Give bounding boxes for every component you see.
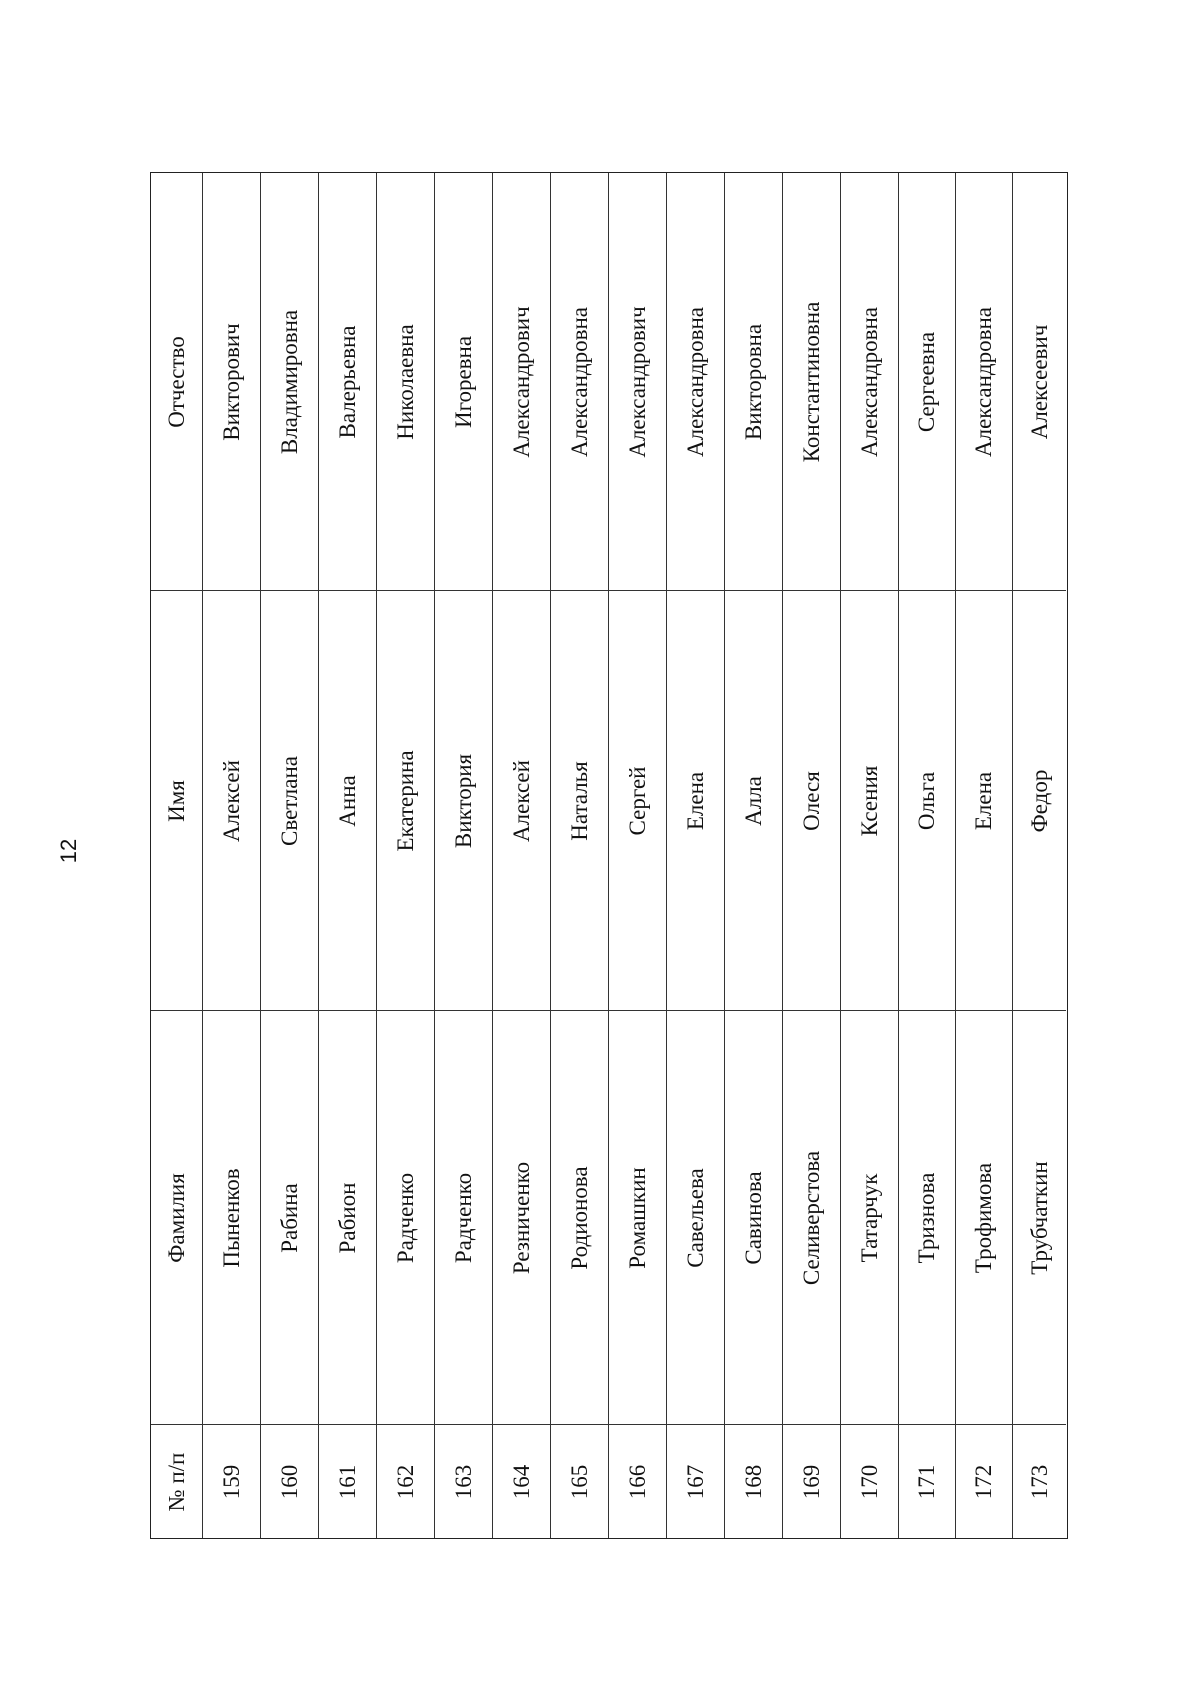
last-name: Ромашкин <box>624 1166 650 1269</box>
number-cell <box>551 1424 608 1538</box>
last-name: Резниченко <box>508 1161 534 1274</box>
row-number: 160 <box>276 1464 302 1499</box>
table-row <box>667 173 725 1538</box>
number-cell <box>377 1424 434 1538</box>
patronymic: Викторовна <box>740 323 766 440</box>
last-name: Радченко <box>392 1172 418 1263</box>
patronymic: Валерьевна <box>334 324 360 439</box>
patronymic-cell <box>203 173 260 590</box>
last-name: Пыненков <box>218 1167 244 1268</box>
first-name-cell <box>783 590 840 1010</box>
last-name-cell <box>667 1010 724 1424</box>
first-name: Федор <box>1026 769 1052 832</box>
table-row <box>956 173 1013 1538</box>
table-row <box>435 173 493 1538</box>
row-number: 163 <box>450 1464 476 1499</box>
row-number: 161 <box>334 1464 360 1499</box>
table-row <box>841 173 899 1538</box>
row-number: 171 <box>914 1464 939 1499</box>
first-name: Олеся <box>798 770 824 831</box>
first-name-cell <box>319 590 376 1010</box>
number-cell <box>783 1424 840 1538</box>
table-row <box>319 173 377 1538</box>
patronymic: Владимировна <box>276 309 302 454</box>
first-name: Наталья <box>566 760 592 841</box>
row-number: 169 <box>798 1464 824 1499</box>
patronymic-cell <box>783 173 840 590</box>
last-name-cell <box>377 1010 434 1424</box>
row-number: 168 <box>740 1464 766 1499</box>
patronymic: Александрович <box>624 305 650 458</box>
last-name-cell <box>261 1010 318 1424</box>
first-name-cell <box>551 590 608 1010</box>
row-number: 167 <box>682 1464 708 1499</box>
first-name: Анна <box>334 774 360 827</box>
first-name: Светлана <box>276 755 302 846</box>
last-name: Тризнова <box>914 1172 939 1263</box>
table-header-row <box>151 173 203 1538</box>
table-row <box>377 173 435 1538</box>
table-row <box>261 173 319 1538</box>
patronymic-cell <box>493 173 550 590</box>
number-cell <box>493 1424 550 1538</box>
last-name-cell <box>435 1010 492 1424</box>
patronymic: Николаевна <box>392 323 418 440</box>
first-name-cell <box>956 590 1012 1010</box>
last-name: Рабион <box>334 1182 360 1253</box>
first-name: Ольга <box>914 771 939 830</box>
first-name: Елена <box>682 771 708 830</box>
first-name: Елена <box>971 771 996 830</box>
patronymic-cell <box>667 173 724 590</box>
last-name-cell <box>203 1010 260 1424</box>
page-number: 12 <box>56 838 81 864</box>
table-row <box>551 173 609 1538</box>
patronymic-cell <box>1013 173 1066 590</box>
table-row <box>493 173 551 1538</box>
table-row <box>609 173 667 1538</box>
number-cell <box>609 1424 666 1538</box>
number-cell <box>203 1424 260 1538</box>
last-name: Татарчук <box>856 1173 882 1262</box>
patronymic: Александровна <box>566 306 592 457</box>
table-row <box>899 173 956 1538</box>
first-name-cell <box>435 590 492 1010</box>
header-cell-first-name <box>151 590 202 1010</box>
patronymic: Александрович <box>508 305 534 458</box>
patronymic: Сергеевна <box>914 331 939 432</box>
patronymic-cell <box>725 173 782 590</box>
header-last-name: Фамилия <box>163 1172 189 1263</box>
patronymic: Александровна <box>971 306 996 457</box>
first-name: Алла <box>740 775 766 826</box>
last-name-cell <box>1013 1010 1066 1424</box>
first-name-cell <box>493 590 550 1010</box>
first-name-cell <box>1013 590 1066 1010</box>
header-number: № п/п <box>163 1452 189 1511</box>
row-number: 162 <box>392 1464 418 1499</box>
first-name-cell <box>667 590 724 1010</box>
table-row <box>203 173 261 1538</box>
header-first-name: Имя <box>163 779 189 822</box>
patronymic-cell <box>841 173 898 590</box>
first-name-cell <box>377 590 434 1010</box>
number-cell <box>319 1424 376 1538</box>
number-cell <box>956 1424 1012 1538</box>
patronymic-cell <box>956 173 1012 590</box>
last-name: Родионова <box>566 1165 592 1270</box>
row-number: 164 <box>508 1464 534 1499</box>
header-cell-patronymic <box>151 173 202 590</box>
last-name-cell <box>609 1010 666 1424</box>
patronymic-cell <box>435 173 492 590</box>
first-name-cell <box>261 590 318 1010</box>
number-cell <box>261 1424 318 1538</box>
last-name-cell <box>956 1010 1012 1424</box>
table-row <box>783 173 841 1538</box>
number-cell <box>725 1424 782 1538</box>
last-name: Радченко <box>450 1172 476 1263</box>
first-name-cell <box>841 590 898 1010</box>
patronymic: Алексеевич <box>1026 324 1052 439</box>
people-table <box>150 172 1068 1539</box>
patronymic-cell <box>899 173 955 590</box>
last-name: Селиверстова <box>798 1150 824 1285</box>
patronymic: Александровна <box>856 306 882 457</box>
last-name: Савельева <box>682 1167 708 1268</box>
number-cell <box>841 1424 898 1538</box>
first-name: Виктория <box>450 753 476 848</box>
last-name-cell <box>493 1010 550 1424</box>
header-patronymic: Отчество <box>163 335 189 428</box>
last-name: Рабина <box>276 1182 302 1253</box>
header-cell-number <box>151 1424 202 1538</box>
row-number: 173 <box>1026 1464 1052 1499</box>
row-number: 170 <box>856 1464 882 1499</box>
row-number: 172 <box>971 1464 996 1499</box>
last-name: Трофимова <box>971 1162 996 1273</box>
last-name-cell <box>725 1010 782 1424</box>
header-cell-last-name <box>151 1010 202 1424</box>
first-name-cell <box>609 590 666 1010</box>
first-name: Екатерина <box>392 749 418 852</box>
number-cell <box>899 1424 955 1538</box>
patronymic: Игоревна <box>450 335 476 428</box>
patronymic-cell <box>261 173 318 590</box>
row-number: 166 <box>624 1464 650 1499</box>
first-name: Алексей <box>218 759 244 842</box>
patronymic: Александровна <box>682 306 708 457</box>
first-name: Алексей <box>508 759 534 842</box>
first-name: Сергей <box>624 766 650 835</box>
last-name-cell <box>841 1010 898 1424</box>
patronymic: Викторович <box>218 322 244 441</box>
last-name-cell <box>899 1010 955 1424</box>
first-name-cell <box>725 590 782 1010</box>
last-name-cell <box>319 1010 376 1424</box>
first-name-cell <box>899 590 955 1010</box>
row-number: 165 <box>566 1464 592 1499</box>
table-row <box>725 173 783 1538</box>
first-name-cell <box>203 590 260 1010</box>
last-name: Савинова <box>740 1170 766 1265</box>
number-cell <box>1013 1424 1066 1538</box>
last-name-cell <box>783 1010 840 1424</box>
patronymic-cell <box>551 173 608 590</box>
patronymic-cell <box>609 173 666 590</box>
first-name: Ксения <box>856 765 882 836</box>
number-cell <box>435 1424 492 1538</box>
patronymic: Константиновна <box>798 301 824 462</box>
table-row <box>1013 173 1066 1538</box>
patronymic-cell <box>377 173 434 590</box>
number-cell <box>667 1424 724 1538</box>
patronymic-cell <box>319 173 376 590</box>
last-name: Трубчаткин <box>1026 1160 1052 1275</box>
last-name-cell <box>551 1010 608 1424</box>
row-number: 159 <box>218 1464 244 1499</box>
